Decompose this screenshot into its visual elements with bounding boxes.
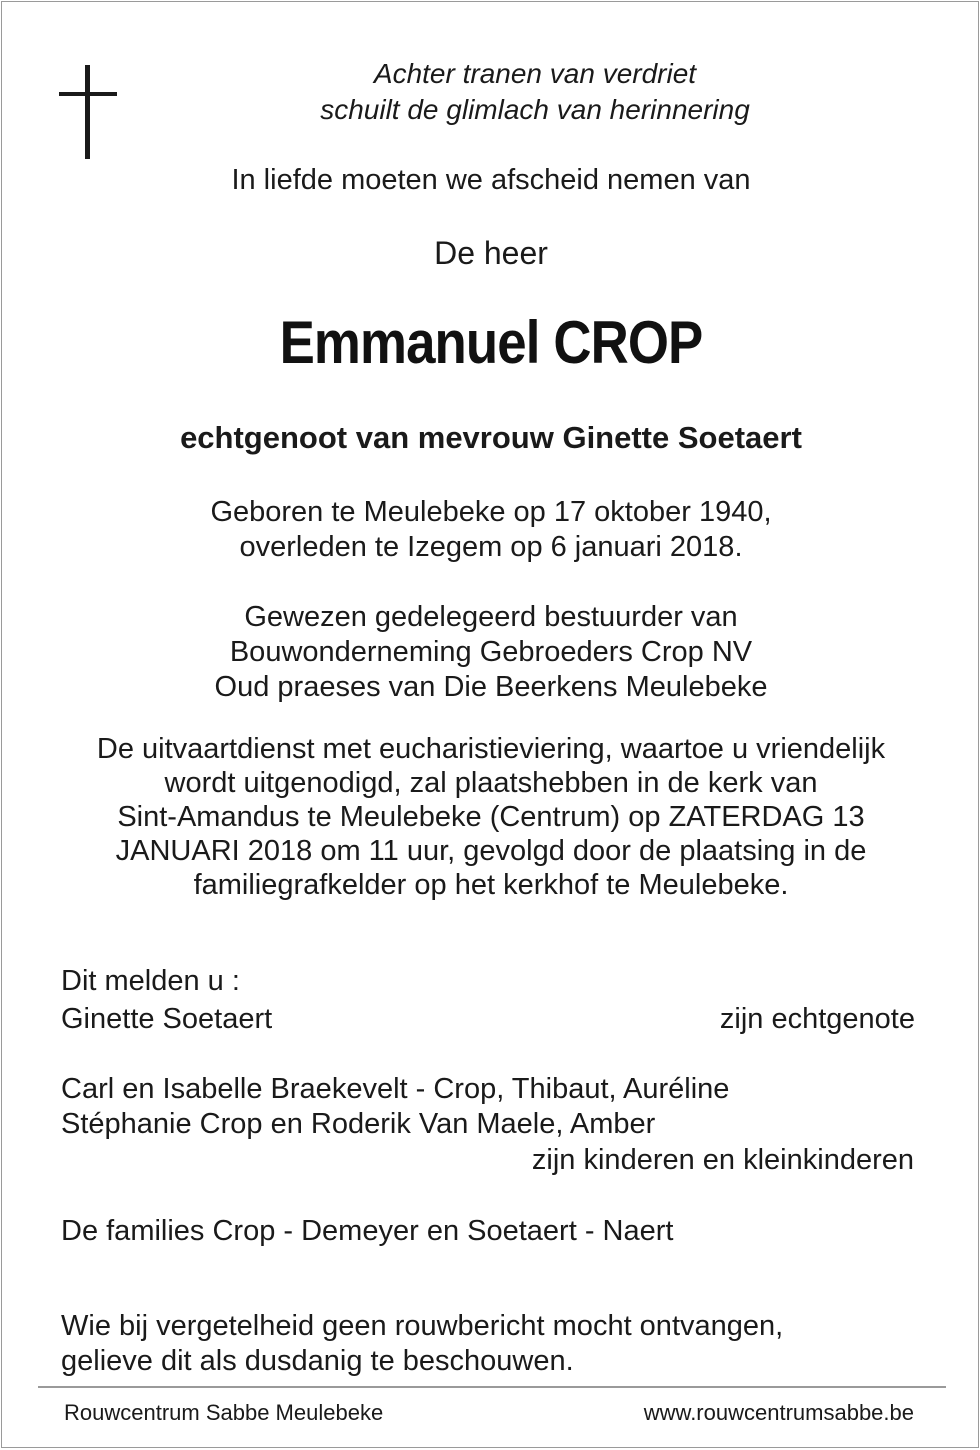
closing-line-2: gelieve dit als dusdanig te beschouwen.	[61, 1345, 574, 1377]
service-line-2: wordt uitgenodigd, zal plaatshebben in de kerk van	[164, 767, 818, 799]
death-line: overleden te Izegem op 6 januari 2018.	[239, 531, 743, 563]
birth-line: Geboren te Meulebeke op 17 oktober 1940,	[210, 496, 772, 528]
footer-website-link[interactable]: www.rouwcentrumsabbe.be	[643, 1400, 914, 1425]
service-line-1: De uitvaartdienst met eucharistieviering, waartoe u vriendelijk	[96, 733, 886, 765]
career-line-1: Gewezen gedelegeerd bestuurder van	[244, 601, 738, 633]
spouse-line: echtgenoot van mevrouw Ginette Soetaert	[180, 420, 802, 455]
birth-death-info	[2, 495, 980, 565]
career-line-3: Oud praeses van Die Beerkens Meulebeke	[214, 671, 768, 703]
intro-text: In liefde moeten we afscheid nemen van	[231, 164, 751, 196]
footer-divider	[38, 1386, 946, 1388]
families-line: De families Crop - Demeyer en Soetaert - Naert	[61, 1215, 674, 1247]
quote-line-2: schuilt de glimlach van herinnering	[320, 94, 750, 125]
announcement-spouse-relation: zijn echtgenote	[719, 1003, 915, 1035]
service-line-4: JANUARI 2018 om 11 uur, gevolgd door de plaatsing in de	[115, 835, 867, 867]
footer-funeral-home: Rouwcentrum Sabbe Meulebeke	[64, 1400, 384, 1425]
deceased-name: Emmanuel CROP	[279, 309, 703, 376]
service-line-5: familiegrafkelder op het kerkhof te Meulebeke.	[193, 869, 789, 901]
children-relation: zijn kinderen en kleinkinderen	[531, 1144, 914, 1176]
announcement-spouse-row	[61, 1002, 915, 1037]
closing-note	[61, 1309, 783, 1379]
closing-line-1: Wie bij vergetelheid geen rouwbericht mocht ontvangen,	[61, 1310, 784, 1342]
career-line-2: Bouwonderneming Gebroeders Crop NV	[229, 636, 753, 668]
quote	[46, 56, 980, 128]
announcement-heading: Dit melden u :	[61, 965, 240, 997]
service-line-3: Sint-Amandus te Meulebeke (Centrum) op ZATERDAG 13	[117, 801, 865, 833]
announcement-children	[61, 1072, 729, 1142]
children-line-2: Stéphanie Crop en Roderik Van Maele, Amber	[61, 1108, 656, 1140]
quote-line-1: Achter tranen van verdriet	[373, 58, 697, 89]
title-prefix: De heer	[434, 235, 548, 271]
career-info	[2, 600, 980, 705]
announcement-spouse-name: Ginette Soetaert	[61, 1003, 273, 1035]
children-line-1: Carl en Isabelle Braekevelt - Crop, Thibaut, Auréline	[61, 1073, 730, 1105]
funeral-service-info	[2, 732, 980, 902]
obituary-card	[1, 1, 979, 1448]
